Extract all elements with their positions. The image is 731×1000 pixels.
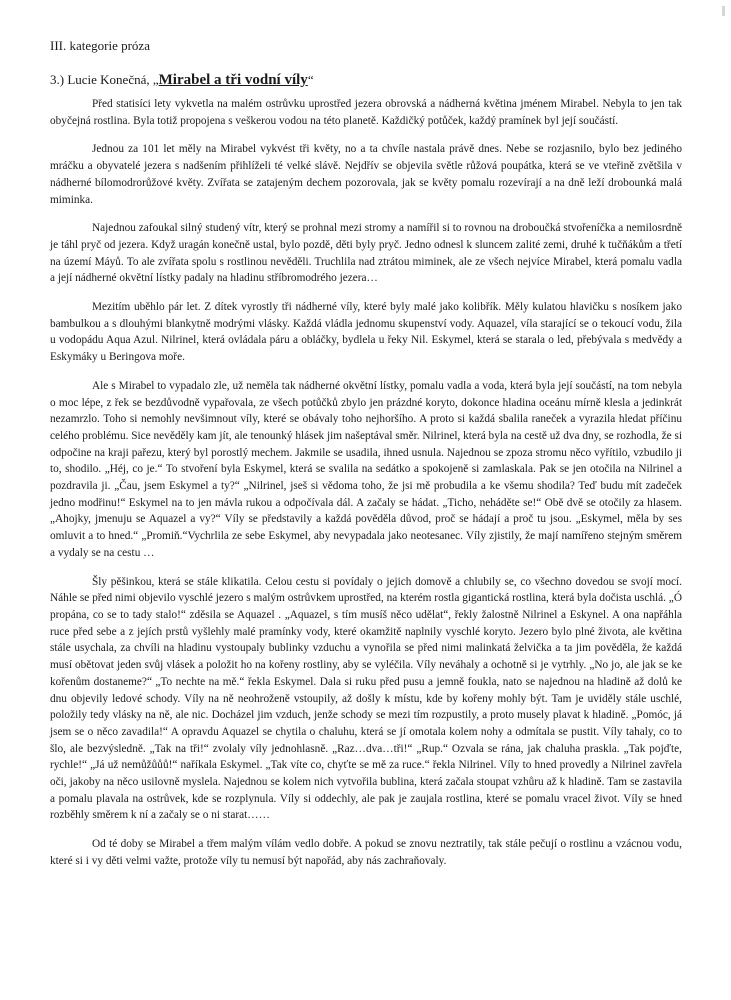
paragraph-5: Ale s Mirabel to vypadalo zle, už neměla tak nádherné okvětní lístky, pomalu vadla a voda, která byla její součástí, na tom nebyla o moc lépe, z řek se bezdůvodně vypařovala, ze všech potůčků zbylo jen prázdné koryto, dokonce hladina oceánu mírně klesla a jedinkrát nezamrzlo. Toho si nemohly nevšimnout víly, které se obávaly toho nejhoršího. A proto si každá sbalila raneček a vyrazila hledat příčinu celého problému. Sice nevěděly kam jít, ale tenounký hlásek jim našeptával směr. Nilrinel, která byla na cestě už dva dny, se rozhodla, že si odpočine na kraji pařezu, který byl porostlý mechem. Jakmile se usadila, ihned usnula. Najednou se zpoza stromu něco vyřítilo, vzbudilo ji to, shodilo. „Héj, co je.“ To stvoření byla Eskymel, která se svalila na sedátko a spokojeně si zamlaskala. Pak se jen otočila na Nilrinel a pozdravila ji. „Čau, jsem Eskymel a ty?“ „Nilrinel, jseš si vědoma toho, že jsi mě probudila a ke všemu shodila? Teď budu mít zadeček jedno modřinu!“ Eskymel na to jen mávla rukou a odpočívala dál. A začaly se hádat. „Ticho, neháděte se!“ Obě dvě se otočily za hlasem. „Ahojky, jmenuju se Aquazel a vy?“ Víly se představily a každá pověděla důvod, proč se hádají a proč tu jsou. „Eskymel, měla by ses omluvit a to hned.“ „Promiň.“Vychrlila ze sebe Eskymel, aby nevypadala jako neotesanec. Víly zjistily, že mají namířeno stejným směrem a vydaly se na cestu … bbox=[50, 379, 682, 559]
category-heading: III. kategorie próza bbox=[50, 38, 150, 53]
paragraph-4: Mezitím uběhlo pár let. Z dítek vyrostly tři nádherné víly, které byly malé jako kolibřík. Měly kulatou hlavičku s nosíkem jako bambulkou a s dlouhými blankytně modrými vlásky. Každá vládla jednomu skupenství vody. Aquazel, víla starající se o tekoucí vodu, žila u vodopádu Aqua Azul. Nilrinel, která ovládala páru a obláčky, bydlela u řeky Nil. Eskymel, která se starala o led, přebývala s medvědy a Eskymáky u Beringova moře. bbox=[50, 301, 682, 364]
story-body bbox=[50, 96, 682, 882]
scan-edge-mark bbox=[722, 6, 725, 16]
paragraph-7: Od té doby se Mirabel a třem malým vílám vedlo dobře. A pokud se znovu neztratily, tak stále pečují o rostlinu a vzácnou vodu, které si i vy děti velmi važte, protože víly tu nemusí být napořád, aby nás zachraňovaly. bbox=[50, 838, 682, 867]
paragraph-6: Šly pěšinkou, která se stále klikatila. Celou cestu si povídaly o jejich domově a chlubily se, co všechno dovedou se svojí mocí. Náhle se před nimi objevilo vyschlé jezero s malým ostrůvkem uprostřed, na kterém rostla gigantická rostlina, která byla dočista uschlá. „Ó propána, co se to tady stalo!“ zděsila se Aquazel . „Aquazel, s tím musíš něco udělat“, řekly žalostně Nilrinel a Eskynel. A ona napřáhla ruce před sebe a z jejích prstů vyšlehly malé pramínky vody, které okamžitě naplnily vyschlé koryto. Jezero bylo plné života, ale květina stále usychala, za chvíli na hladinu vystoupaly bublinky vzduchu a vynořila se před nimi malinkatá želvička a ta jim pověděla, že každá musí obětovat jeden svůj vlásek a položit ho na kořeny rostliny, aby se vyléčila. Víly neváhaly a ochotně si je vytrhly. „No jo, ale jak se ke kořenům dostaneme?“ „To nechte na mě.“ řekla Eskymel. Dala si ruku před pusu a jemně foukla, nato se najednou na hladině až dolů ke dnu objevily ledové schody. Víly na ně neohroženě vstoupily, až došly k místu, kde by kořeny mohly být. Tam je uviděly stále uschlé, položily tedy vlásky na ně, ale nic. Docházel jim vzduch, jenže schody se mezi tím rozpustily, a proto musely plavat k hladině. „Pomóc, já jsem se o něco zavadila!“ A opravdu Aquazel se chytila o chaluhu, která se jí omotala kolem nohy a odmítala se pustit. Víly tahaly, co to šlo, ale bezvýsledně. „Tak na tři!“ zvolaly víly jednohlasně. „Raz…dva…tři!“ „Rup.“ Ozvala se rána, jak chaluha praskla. „Tak pojďte, rychle!“ „Já už nemůžůůů!“ naříkala Eskymel. „Tak víte co, chyťte se mě za ruce.“ řekla Nilrinel. Víly to hned provedly a Nilrinel zavřela oči, jakoby na něco usilovně myslela. Najednou se kolem nich vytvořila bublina, která začala stoupat vzhůru až k hladině. Tam se zastavila a pomalu plavala na ostrůvek, kde se rozplynula. Víly si oddechly, ale pak je zaujala rostlina, které se pomalu vracel život. Víly se hned rozběhly směrem k ní a začaly se o ni starat…… bbox=[50, 575, 682, 822]
entry-heading bbox=[50, 71, 314, 89]
paragraph-3: Najednou zafoukal silný studený vítr, který se prohnal mezi stromy a namířil si to rovnou na droboučká stvořeníčka a nemilosrdně je táhl pryč od jezera. Když uragán konečně ustal, bylo pozdě, děti byly pryč. Jedno odnesl k sluncem zalité zemi, druhé k tučňákům a třetí na území Máyů. To ale zvířata spolu s rostlinou nevěděli. Truchlila nad ztrátou miminek, ale ze všech nejvíce Mirabel, která pomalu vadla a její nádherné okvětní lístky padaly na hladinu stříbromodrého jezera… bbox=[50, 222, 682, 285]
entry-author: 3.) Lucie Konečná, „ bbox=[50, 72, 159, 87]
paragraph-2: Jednou za 101 let měly na Mirabel vykvést tři květy, no a ta chvíle nastala právě dnes. Nebe se rozjasnilo, bylo bez jediného mráčku a obyvatelé jezera s nadšením přihlíželi té velké slávě. Nejdřív se objevila světle růžová poupátka, která se ve vteřině zvětšila v nádherné bílomodrorůžové květy. Zvířata se zatajeným dechem pozorovala, jak se květy pomalu rozevírají a na dně leží drobounká malá miminka. bbox=[50, 143, 682, 206]
title-closing-quote: “ bbox=[307, 72, 314, 87]
story-title: Mirabel a tři vodní víly bbox=[158, 72, 308, 88]
paragraph-1: Před statisíci lety vykvetla na malém ostrůvku uprostřed jezera obrovská a nádherná květina jménem Mirabel. Nebyla to jen tak obyčejná rostlina. Byla totiž propojena s veškerou vodou na této planetě. Každičký potůček, každý pramínek byl její součástí. bbox=[50, 98, 682, 127]
